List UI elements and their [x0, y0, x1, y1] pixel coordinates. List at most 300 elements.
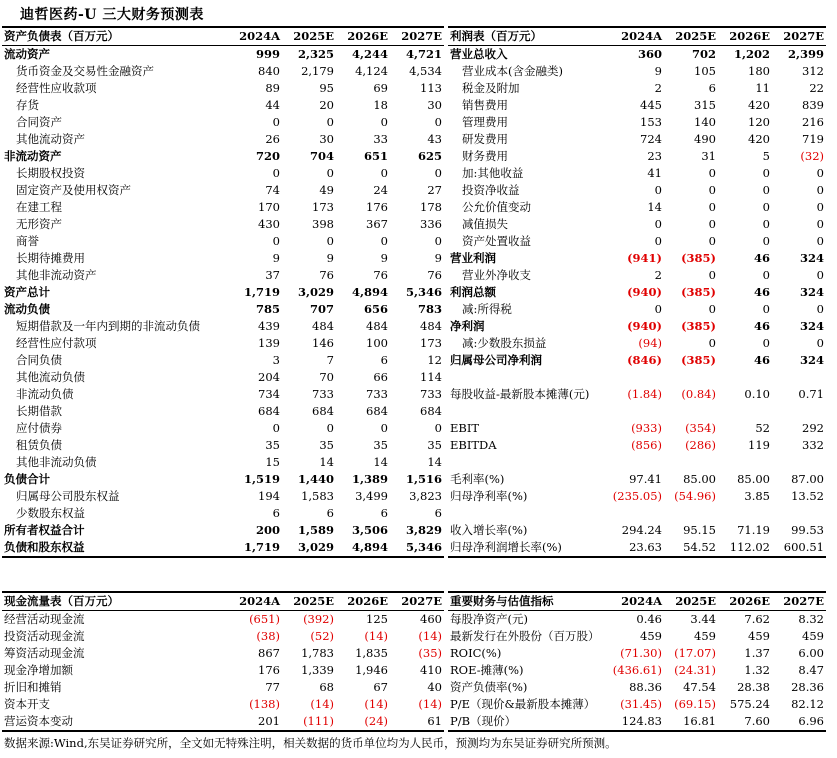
table-row [2, 386, 444, 403]
table-row [448, 182, 826, 199]
row-value: 3,029 [282, 539, 336, 557]
row-value: 0 [708, 200, 716, 214]
row-value: 1,946 [355, 663, 388, 677]
row-label: 合同负债 [16, 353, 62, 367]
table-row [448, 420, 826, 437]
row-value: 0 [762, 302, 770, 316]
row-value: 49 [319, 183, 334, 197]
row-label: 经营性应付款项 [16, 336, 97, 350]
row-value: 88.36 [629, 680, 662, 694]
row-label: 投资活动现金流 [4, 629, 85, 643]
year-header: 2024A [228, 592, 282, 611]
row-label: 短期借款及一年内到期的非流动负债 [16, 319, 200, 333]
row-value [772, 403, 826, 420]
row-value [610, 505, 664, 522]
row-value: 68 [319, 680, 334, 694]
row-label: 归属母公司净利润 [450, 353, 542, 367]
table-row [2, 318, 444, 335]
row-label: 净利润 [450, 319, 485, 333]
year-header: 2026E [336, 27, 390, 46]
row-label [448, 505, 610, 522]
row-value: (354) [685, 421, 716, 435]
row-value: 46 [753, 251, 770, 265]
row-value: 484 [312, 319, 334, 333]
row-value: 6 [380, 506, 388, 520]
row-value: 420 [748, 98, 770, 112]
row-value: 71.19 [737, 523, 770, 537]
table-row [2, 662, 444, 679]
row-value: 0 [816, 336, 824, 350]
row-value: 9 [434, 251, 442, 265]
row-value: 0.71 [798, 387, 824, 401]
row-value: 12 [427, 353, 442, 367]
year-header: 2024A [610, 27, 664, 46]
row-label: 投资净收益 [462, 183, 520, 197]
row-label: 加:其他收益 [462, 166, 524, 180]
row-value: 85.00 [737, 472, 770, 486]
row-value: 324 [799, 353, 824, 367]
row-value: (651) [249, 612, 280, 626]
year-header: 2025E [664, 592, 718, 611]
row-value: 0 [762, 268, 770, 282]
table-row [2, 454, 444, 471]
row-value: 9 [380, 251, 388, 265]
row-value: 324 [799, 251, 824, 265]
row-value: 1,389 [351, 472, 388, 486]
row-value: (32) [800, 149, 824, 163]
row-value: 40 [427, 680, 442, 694]
table-row [2, 437, 444, 454]
row-label: 长期借款 [16, 404, 62, 418]
row-value: 76 [319, 268, 334, 282]
row-value: 439 [258, 319, 280, 333]
table-row [448, 114, 826, 131]
row-value: 1,339 [301, 663, 334, 677]
row-value: (111) [282, 713, 336, 731]
row-label: 营业利润 [450, 251, 496, 265]
row-value: 0 [380, 166, 388, 180]
year-header: 2027E [772, 27, 826, 46]
row-value: 44 [265, 98, 280, 112]
row-value: 61 [390, 713, 444, 731]
row-value: 684 [366, 404, 388, 418]
row-value: 292 [802, 421, 824, 435]
row-value: 0 [272, 421, 280, 435]
row-value: 0 [816, 200, 824, 214]
row-value: 0 [654, 234, 662, 248]
row-value: 99.53 [791, 523, 824, 537]
row-value: 9 [272, 251, 280, 265]
year-header: 2025E [664, 27, 718, 46]
row-value: 4,124 [355, 64, 388, 78]
row-value: 24 [373, 183, 388, 197]
row-value: 6.96 [772, 713, 826, 731]
row-label: 营运资本变动 [2, 713, 228, 731]
row-value: 119 [748, 438, 770, 452]
row-value: 11 [755, 81, 770, 95]
row-value: 0 [762, 166, 770, 180]
row-value: (14) [418, 629, 442, 643]
row-value: 734 [258, 387, 280, 401]
table-row [448, 403, 826, 420]
row-label: 营业成本(含金融类) [462, 64, 563, 78]
row-value: 0 [380, 115, 388, 129]
row-value: 140 [694, 115, 716, 129]
row-value: 0 [762, 234, 770, 248]
row-value: (52) [310, 629, 334, 643]
table-row [2, 267, 444, 284]
row-value: 3.85 [744, 489, 770, 503]
row-value: (436.61) [612, 663, 662, 677]
table-row [448, 165, 826, 182]
row-value: 0 [816, 166, 824, 180]
row-label: 少数股东权益 [16, 506, 85, 520]
row-value: (385) [681, 319, 716, 333]
table-row [448, 628, 826, 645]
table-row [448, 80, 826, 97]
row-value: 490 [694, 132, 716, 146]
row-value: 733 [366, 387, 388, 401]
row-value: 3,829 [405, 523, 442, 537]
row-value [610, 454, 664, 471]
row-value: 867 [258, 646, 280, 660]
row-label: 研发费用 [462, 132, 508, 146]
row-label: 经营活动现金流 [4, 612, 85, 626]
row-value: 4,244 [351, 47, 388, 61]
table-row [2, 369, 444, 386]
row-value: 1,719 [228, 539, 282, 557]
row-value: 0 [708, 336, 716, 350]
table-row [2, 696, 444, 713]
row-value: 112.02 [718, 539, 772, 557]
year-header: 2025E [282, 27, 336, 46]
row-value: 0 [816, 217, 824, 231]
row-value: 0 [272, 166, 280, 180]
row-value: 336 [420, 217, 442, 231]
row-label: 销售费用 [462, 98, 508, 112]
row-value: 5,346 [405, 285, 442, 299]
row-value: 0 [762, 200, 770, 214]
table-row [448, 301, 826, 318]
table-title: 现金流量表（百万元） [2, 592, 228, 611]
row-value: 43 [427, 132, 442, 146]
row-label: 资本开支 [4, 697, 50, 711]
row-value: (385) [681, 251, 716, 265]
row-label: 流动负债 [4, 302, 50, 316]
table-row [2, 148, 444, 165]
row-value: 0 [434, 421, 442, 435]
row-label: 经营性应收款项 [16, 81, 97, 95]
row-label: 公允价值变动 [462, 200, 531, 214]
cashflow-table [2, 591, 444, 732]
row-value: 70 [319, 370, 334, 384]
valuation-table [448, 591, 826, 732]
row-label: 负债合计 [4, 472, 50, 486]
row-value: 0 [708, 217, 716, 231]
row-value: 0 [380, 421, 388, 435]
row-value: 95.15 [683, 523, 716, 537]
row-value: 178 [420, 200, 442, 214]
row-value: 0 [816, 268, 824, 282]
row-value: (0.84) [681, 387, 716, 401]
row-label: 存货 [16, 98, 39, 112]
row-value: (385) [681, 285, 716, 299]
row-value: (31.45) [620, 697, 662, 711]
row-label: 所有者权益合计 [4, 523, 85, 537]
row-value: 2,399 [787, 47, 824, 61]
row-value: 35 [319, 438, 334, 452]
table-row [448, 97, 826, 114]
row-value: 47.54 [683, 680, 716, 694]
row-value: 840 [258, 64, 280, 78]
row-label: 非流动负债 [16, 387, 74, 401]
year-header: 2024A [228, 27, 282, 46]
row-value: 67 [373, 680, 388, 694]
row-label: 归母净利润增长率(%) [448, 539, 610, 557]
row-value: 89 [265, 81, 280, 95]
table-row [448, 199, 826, 216]
row-value: (392) [303, 612, 334, 626]
row-label: 管理费用 [462, 115, 508, 129]
row-label: ROE-摊薄(%) [450, 663, 524, 677]
table-row [2, 165, 444, 182]
row-value: 8.32 [798, 612, 824, 626]
page-title: 迪哲医药-U 三大财务预测表 [20, 7, 204, 23]
row-label [448, 369, 610, 386]
row-value: 95 [319, 81, 334, 95]
year-header: 2026E [718, 592, 772, 611]
row-value: 1,519 [243, 472, 280, 486]
row-value [664, 369, 718, 386]
row-label: 货币资金及交易性金融资产 [16, 64, 154, 78]
table-row [2, 645, 444, 662]
row-value: 0 [816, 234, 824, 248]
row-value [718, 454, 772, 471]
row-value: 430 [258, 217, 280, 231]
table-row [2, 471, 444, 488]
row-value: 719 [802, 132, 824, 146]
row-value: 2 [654, 81, 662, 95]
row-label: 无形资产 [16, 217, 62, 231]
row-value: 733 [420, 387, 442, 401]
row-value: 398 [312, 217, 334, 231]
table-row [448, 645, 826, 662]
row-value: 194 [258, 489, 280, 503]
table-row [448, 148, 826, 165]
row-label: 其他流动资产 [16, 132, 85, 146]
row-value: 8.47 [798, 663, 824, 677]
row-value: 459 [748, 629, 770, 643]
row-value: 76 [427, 268, 442, 282]
row-value: (71.30) [620, 646, 662, 660]
table-row [2, 352, 444, 369]
row-value: 46 [753, 319, 770, 333]
table-row [2, 539, 444, 557]
table-row [448, 662, 826, 679]
row-value: 6 [326, 506, 334, 520]
table-title: 重要财务与估值指标 [448, 592, 610, 611]
row-value: 26 [265, 132, 280, 146]
table-row [448, 454, 826, 471]
row-value: 0 [708, 234, 716, 248]
row-value: 30 [427, 98, 442, 112]
row-value: 5,346 [390, 539, 444, 557]
row-value: 0 [708, 302, 716, 316]
row-value: 410 [420, 663, 442, 677]
row-value: 85.00 [683, 472, 716, 486]
row-value: 31 [701, 149, 716, 163]
row-value: 625 [417, 149, 442, 163]
row-value: (14) [364, 697, 388, 711]
row-value: 575.24 [729, 697, 770, 711]
row-label: 减:少数股东损益 [462, 336, 547, 350]
row-value: 20 [319, 98, 334, 112]
row-label: 固定资产及使用权资产 [16, 183, 131, 197]
row-value: 0.46 [636, 612, 662, 626]
year-header: 2024A [610, 592, 664, 611]
table-row [448, 250, 826, 267]
row-value: 124.83 [610, 713, 664, 731]
row-value [718, 403, 772, 420]
row-value: 600.51 [772, 539, 826, 557]
row-value: (286) [685, 438, 716, 452]
row-value [610, 403, 664, 420]
row-value: 724 [640, 132, 662, 146]
row-value: (94) [638, 336, 662, 350]
table-row [2, 131, 444, 148]
row-value: 46 [753, 285, 770, 299]
row-value: 445 [640, 98, 662, 112]
row-value [772, 454, 826, 471]
row-value: 1.37 [744, 646, 770, 660]
row-value: (940) [627, 319, 662, 333]
table-row [2, 46, 444, 64]
table-row [2, 505, 444, 522]
table-row [2, 611, 444, 629]
row-value: 46 [753, 353, 770, 367]
table-row [2, 182, 444, 199]
table-header-row [448, 592, 826, 611]
row-value: 420 [748, 132, 770, 146]
table-header-row [2, 27, 444, 46]
table-row [2, 420, 444, 437]
table-row [2, 216, 444, 233]
row-value: (24) [336, 713, 390, 731]
table-row [448, 131, 826, 148]
row-value: 33 [373, 132, 388, 146]
row-value: (35) [418, 646, 442, 660]
row-label: 收入增长率(%) [450, 523, 528, 537]
row-value: 120 [748, 115, 770, 129]
row-value: 1,589 [297, 523, 334, 537]
row-value: 704 [309, 149, 334, 163]
table-row [2, 522, 444, 539]
table-row [448, 539, 826, 557]
row-value: 0 [434, 234, 442, 248]
row-label: 流动资产 [4, 47, 50, 61]
row-value: 1.32 [744, 663, 770, 677]
table-row [448, 369, 826, 386]
row-value: 999 [255, 47, 280, 61]
row-value: 3,499 [355, 489, 388, 503]
row-value: (14) [418, 697, 442, 711]
row-value: 35 [265, 438, 280, 452]
row-value: 0 [654, 302, 662, 316]
row-value: 41 [647, 166, 662, 180]
row-value: 3 [272, 353, 280, 367]
row-value [718, 369, 772, 386]
row-value: (24.31) [674, 663, 716, 677]
row-label: 租赁负债 [16, 438, 62, 452]
row-value: 0.10 [744, 387, 770, 401]
table-row [448, 318, 826, 335]
row-value: 1,202 [733, 47, 770, 61]
row-value: 459 [640, 629, 662, 643]
row-value: 0 [762, 336, 770, 350]
row-value: 7.60 [718, 713, 772, 731]
row-value: 35 [427, 438, 442, 452]
table-row [448, 713, 826, 731]
row-value: 6 [434, 506, 442, 520]
row-value: 0 [272, 115, 280, 129]
row-value: 37 [265, 268, 280, 282]
row-value: 0 [816, 183, 824, 197]
year-header: 2025E [282, 592, 336, 611]
table-row [2, 284, 444, 301]
year-header: 2027E [772, 592, 826, 611]
row-label: EBITDA [450, 438, 497, 452]
row-label: 税金及附加 [462, 81, 520, 95]
table-title: 利润表（百万元） [448, 27, 610, 46]
row-value: 18 [373, 98, 388, 112]
row-value: (933) [631, 421, 662, 435]
row-value: 69 [373, 81, 388, 95]
row-value: 23.63 [610, 539, 664, 557]
row-value: (940) [627, 285, 662, 299]
row-label: 筹资活动现金流 [4, 646, 85, 660]
row-value: 2 [654, 268, 662, 282]
row-value: 4,721 [405, 47, 442, 61]
row-value: 332 [802, 438, 824, 452]
table-header-row [448, 27, 826, 46]
row-label: 其他非流动资产 [16, 268, 97, 282]
row-value: 0 [654, 217, 662, 231]
row-value: 0 [434, 115, 442, 129]
row-value: 170 [258, 200, 280, 214]
row-label: 利润总额 [450, 285, 496, 299]
row-label: 资产总计 [4, 285, 50, 299]
row-value: 216 [802, 115, 824, 129]
table-header-row [2, 592, 444, 611]
row-value: 82.12 [791, 697, 824, 711]
row-value: 114 [420, 370, 442, 384]
row-label: 营业总收入 [450, 47, 508, 61]
row-value: 733 [312, 387, 334, 401]
row-value: 180 [748, 64, 770, 78]
row-value: 200 [255, 523, 280, 537]
table-row [448, 352, 826, 369]
row-value: 656 [363, 302, 388, 316]
table-row [448, 696, 826, 713]
row-label: 营业外净收支 [462, 268, 531, 282]
row-label: ROIC(%) [450, 646, 502, 660]
row-value: 651 [363, 149, 388, 163]
row-value [664, 403, 718, 420]
row-label: 长期待摊费用 [16, 251, 85, 265]
table-row [2, 63, 444, 80]
row-value [772, 505, 826, 522]
row-value: 1,719 [243, 285, 280, 299]
